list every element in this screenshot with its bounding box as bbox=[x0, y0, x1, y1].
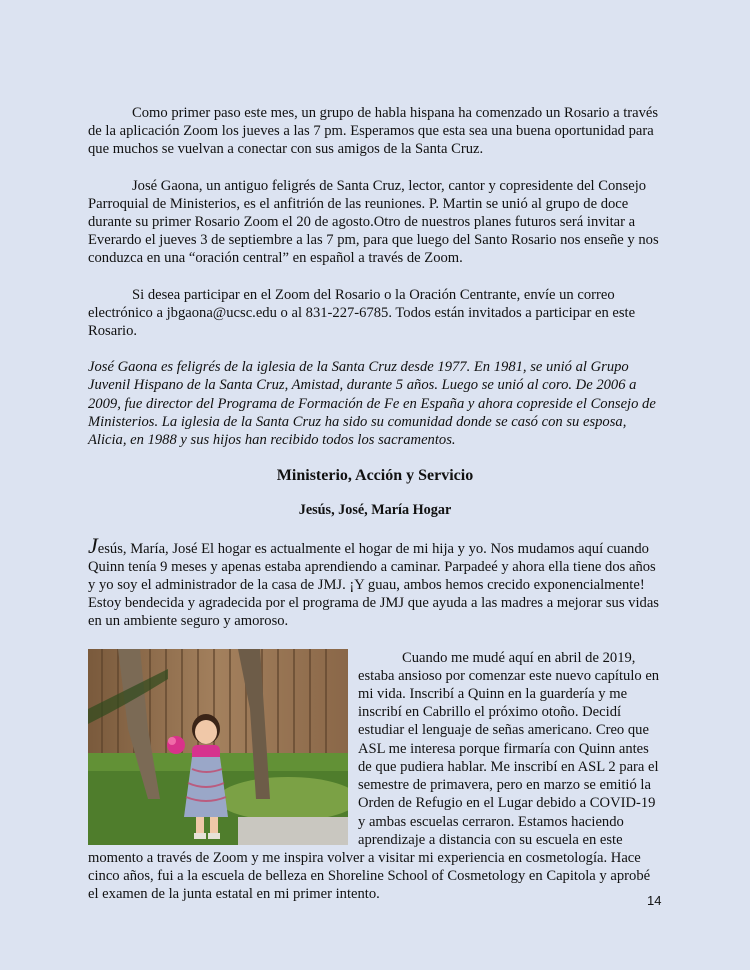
story-intro-paragraph bbox=[88, 532, 662, 631]
bio-paragraph: José Gaona es feligrés de la iglesia de la Santa Cruz desde 1977. En 1981, se unió al Grupo Juvenil Hispano de la Santa Cruz, Amistad, durante 5 años. Luego se unió al coro. De 2006 a 2009, fue director del Programa de Formación de Fe en España y ahora copreside el Consejo de Ministerios. La iglesia de la Santa Cruz ha sido su comunidad donde se casó con su esposa, Alicia, en 1988 y sus hijos han recibido todos los sacramentos. bbox=[88, 359, 656, 449]
page-content bbox=[88, 104, 662, 904]
story-intro-text: esús, María, José El hogar es actualmente el hogar de mi hija y yo. Nos mudamos aquí cuando Quinn tenía 9 meses y apenas estaba aprendiendo a caminar. Parpadeé y ahora ella tiene dos años y yo soy el administrador de la casa de JMJ. ¡Y guau, ambos hemos crecido exponencialmente! Estoy bendecida y agradecida por el programa de JMJ que ayuda a las madres a mejorar sus vidas en un ambiente seguro y amoroso. bbox=[88, 540, 659, 630]
page-number: 14 bbox=[647, 893, 662, 908]
rosario-intro-paragraph: Como primer paso este mes, un grupo de habla hispana ha comenzado un Rosario a través de la aplicación Zoom los jueves a las 7 pm. Esperamos que esta sea una buena oportunidad para que muchos se vuelvan a conectar con sus amigos de la Santa Cruz. bbox=[88, 105, 659, 158]
subsection-title: Jesús, José, María Hogar bbox=[298, 502, 452, 519]
host-paragraph: José Gaona, un antiguo feligrés de Santa Cruz, lector, cantor y copresidente del Consejo Parroquial de Ministerios, es el anfitrión de las reuniones. P. Martin se unió al grupo de doce durante su primer Rosario Zoom el 20 de agosto.Otro de nuestros planes futuros será invitar a Everardo el jueves 3 de septiembre a las 7 pm, para que luego del Santo Rosario nos enseñe y nos conduzca en una “oración central” en español a través de Zoom. bbox=[88, 177, 659, 267]
child-photo bbox=[88, 649, 348, 845]
section-title: Ministerio, Acción y Servicio bbox=[276, 467, 474, 485]
contact-paragraph: Si desea participar en el Zoom del Rosario o la Oración Centrante, envíe un correo electrónico a jbgaona@ucsc.edu o al 831-227-6785. Todos están invitados a participar en este Rosario. bbox=[88, 286, 636, 340]
story-body-paragraph: Cuando me mudé aquí en abril de 2019, estaba ansioso por comenzar este nuevo capítulo en mi vida. Inscribí a Quinn en la guardería y me inscribí en Cabrillo el próximo otoño. Decidí estudiar el lenguaje de señas americano. Creo que ASL me interesa porque firmaría con Quinn antes de que pudiera hablar. Me inscribí en ASL 2 para el semestre de primavera, pero en marzo se emitió la Orden de Refugio en el Lugar debido a COVID-19 y ambas escuelas cerraron. Estamos haciendo aprendizaje a distancia con su escuela en este momento a través de Zoom y me inspira volver a visitar mi experiencia en cosmetología. Hace cinco años, fui a la escuela de belleza en Shoreline School of Cosmetology en Capitola y aprobé el examen de la junta estatal en mi primer intento. bbox=[88, 649, 660, 903]
drop-cap: J bbox=[88, 532, 98, 558]
child-photo-image bbox=[88, 649, 348, 845]
